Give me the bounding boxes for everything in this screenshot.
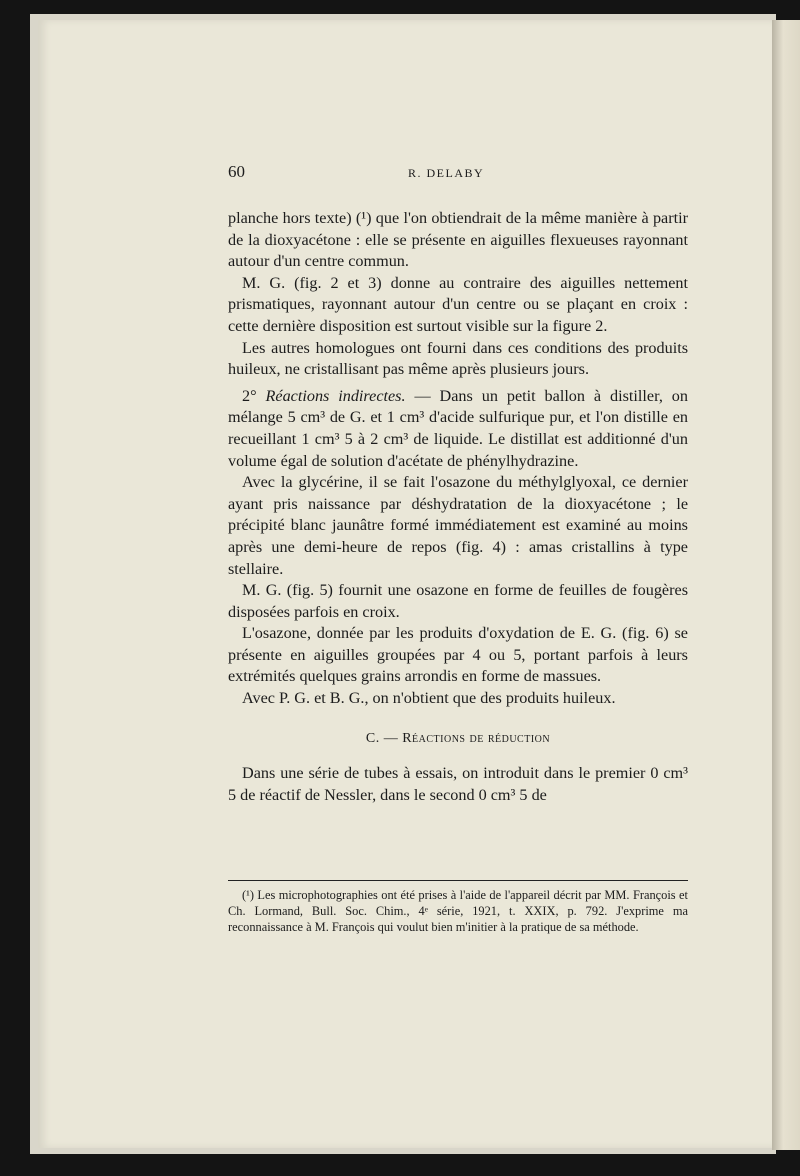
right-page-edges <box>772 20 800 1150</box>
subsection-title: Réactions indirectes. <box>265 386 406 405</box>
running-head <box>228 162 688 186</box>
paragraph-5: Avec la glycérine, il se fait l'osazone du méthylglyoxal, ce dernier ayant pris naissance par déshydratation de la dioxyacétone ; le précipité blanc jaunâtre formé immédiatement est examiné au moins après une demi-heure de repos (fig. 4) : amas cristallins à type stellaire. <box>228 473 688 578</box>
running-head-author: R. DELABY <box>408 166 485 180</box>
section-number: 2° <box>242 386 257 405</box>
footnote-text: (¹) Les microphotographies ont été prises à l'aide de l'appareil décrit par MM. François et Ch. Lormand, Bull. Soc. Chim., 4ᵉ série, 1921, t. XXIX, p. 792. J'exprime ma reconnaissance à M. François qui voulut bien m'initier à la pratique de sa méthode. <box>228 888 688 934</box>
paragraph-1: planche hors texte) (¹) que l'on obtiendrait de la même manière à partir de la dioxyacétone : elle se présente en aiguilles flexueuses rayonnant autour d'un centre commun. <box>228 209 688 271</box>
paragraph-4-text: — Dans un petit ballon à distiller, on mélange 5 cm³ de G. et 1 cm³ d'acide sulfurique pur, et l'on distille en recueillant 1 cm³ 5 à 2 cm³ de liquide. Le distillat est additionné d'un volume égal de solution d'acétate de phénylhydrazine. <box>228 386 688 470</box>
book-page <box>38 20 772 1148</box>
paragraph-4 <box>228 386 688 472</box>
page-number: 60 <box>228 162 245 181</box>
section-heading: C. — Réactions de réduction <box>365 730 551 746</box>
paragraph-3: Les autres homologues ont fourni dans ces conditions des produits huileux, ne cristallisant pas même après plusieurs jours. <box>228 338 688 379</box>
footnote-rule <box>228 880 688 881</box>
paragraph-6: M. G. (fig. 5) fournit une osazone en forme de feuilles de fougères disposées parfois en croix. <box>228 581 688 621</box>
paragraph-2: M. G. (fig. 2 et 3) donne au contraire des aiguilles nettement prismatiques, rayonnant autour d'un centre ou se plaçant en croix : cette dernière disposition est surtout visible sur la figure 2. <box>228 273 688 335</box>
footnote <box>228 888 688 935</box>
paragraph-9: Dans une série de tubes à essais, on introduit dans le premier 0 cm³ 5 de réactif de Nessler, dans le second 0 cm³ 5 de <box>228 764 688 804</box>
body-text <box>228 208 688 806</box>
paragraph-7: L'osazone, donnée par les produits d'oxydation de E. G. (fig. 6) se présente en aiguilles groupées par 4 ou 5, portant parfois à leurs extrémités quelques grains arrondis en forme de massues. <box>228 624 688 686</box>
paragraph-8: Avec P. G. et B. G., on n'obtient que des produits huileux. <box>242 689 616 708</box>
